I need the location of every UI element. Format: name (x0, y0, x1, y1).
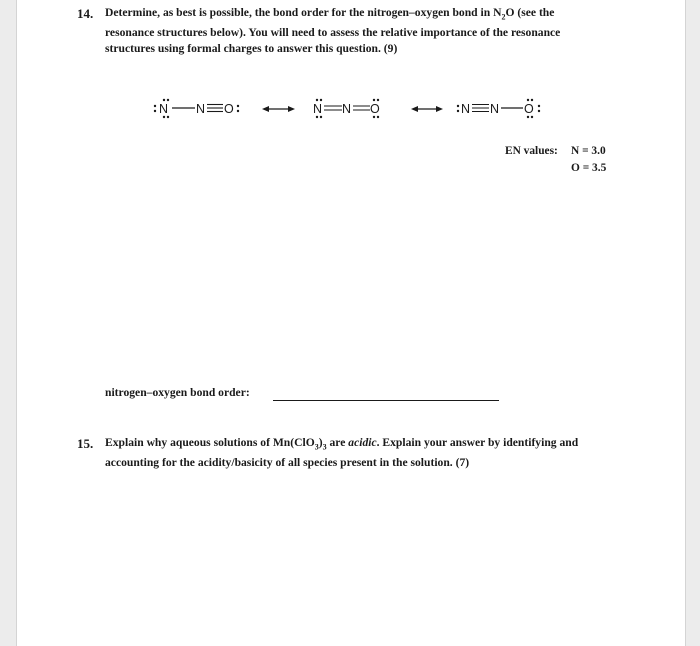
resonance-arrow-icon (411, 106, 443, 112)
structure-3-atom-n1: N (461, 102, 471, 116)
en-value-oxygen: O = 3.5 (571, 162, 607, 174)
triple-bond (472, 105, 489, 112)
question-14-number: 14. (77, 6, 94, 21)
resonance-structure-1 (154, 99, 239, 118)
structure-2-atom-n1: N (313, 102, 323, 116)
bond-order-answer-blank[interactable] (273, 400, 499, 401)
structure-2-atom-o: O (370, 102, 380, 116)
structure-2-atom-n2: N (342, 102, 352, 116)
en-values-label: EN values: (505, 145, 558, 157)
question-14-line-1: Determine, as best is possible, the bond order for the nitrogen–oxygen bond in $N_2O$ (see the (105, 6, 555, 22)
structure-1-atom-o: O (224, 102, 234, 116)
triple-bond (207, 105, 223, 112)
document-page (16, 0, 686, 646)
double-bond (324, 106, 342, 110)
en-values-block (505, 143, 606, 177)
structure-1-atom-n1: N (159, 102, 169, 116)
structure-1-atom-n2: N (196, 102, 206, 116)
en-value-nitrogen: N = 3.0 (571, 145, 606, 157)
question-14-line-3: structures using formal charges to answer this question. (9) (105, 42, 398, 56)
resonance-structures (17, 0, 685, 140)
bond-order-answer-label: nitrogen–oxygen bond order: (105, 386, 250, 399)
question-14-line-2: resonance structures below). You will need to assess the relative importance of the resonance (105, 26, 561, 40)
double-bond (353, 106, 370, 110)
resonance-arrow-icon (262, 106, 295, 112)
structure-3-atom-n2: N (490, 102, 500, 116)
resonance-structure-2 (313, 99, 380, 118)
question-15-number: 15. (77, 436, 94, 451)
question-15-text (105, 435, 627, 471)
resonance-structure-3 (457, 99, 540, 118)
question-15-line-2: accounting for the acidity/basicity of all species present in the solution. (7) (105, 456, 470, 470)
structure-3-atom-o: O (524, 102, 534, 116)
question-15-line-1: Explain why aqueous solutions of $Mn(ClO_3)_3$ are acidic. Explain your answer by identifying and (105, 436, 579, 452)
